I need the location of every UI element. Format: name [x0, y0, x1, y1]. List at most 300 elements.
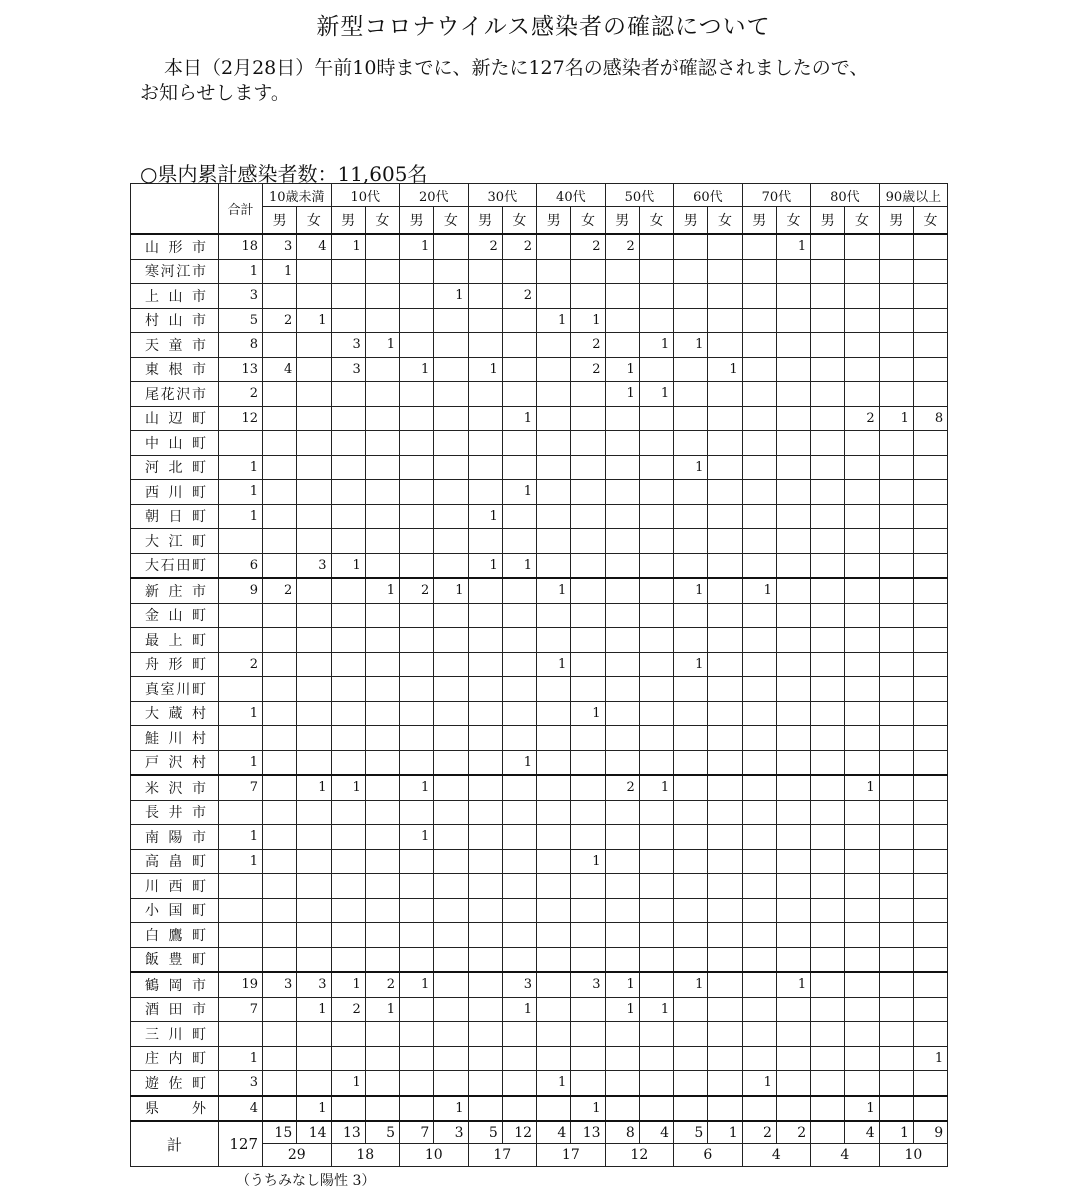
case-count-cell: 1: [776, 234, 810, 259]
case-count-cell: [605, 529, 639, 554]
case-count-cell: [639, 898, 673, 923]
case-count-cell: [708, 259, 742, 284]
case-count-cell: [742, 234, 776, 259]
case-count-cell: [297, 701, 331, 726]
municipality-name: 村山市: [131, 308, 219, 333]
case-count-cell: [605, 333, 639, 358]
case-count-cell: [365, 480, 399, 505]
case-count-cell: [502, 603, 536, 628]
case-count-cell: [708, 1022, 742, 1047]
row-total: [219, 628, 263, 653]
case-count-cell: [502, 923, 536, 948]
case-count-cell: [331, 431, 365, 456]
age-group-header: 90歳以上: [879, 184, 948, 207]
table-row: [131, 504, 948, 529]
case-count-cell: 1: [708, 357, 742, 382]
case-count-cell: 1: [571, 1096, 605, 1122]
case-count-cell: [845, 234, 879, 259]
table-row: [131, 800, 948, 825]
case-count-cell: [571, 504, 605, 529]
case-count-cell: 1: [639, 997, 673, 1022]
case-count-cell: [776, 825, 810, 850]
case-count-cell: [913, 455, 947, 480]
case-count-cell: [263, 726, 297, 751]
case-count-cell: [331, 701, 365, 726]
case-count-cell: [537, 701, 571, 726]
case-count-cell: [331, 1022, 365, 1047]
case-count-cell: [674, 1096, 708, 1122]
case-count-cell: [263, 333, 297, 358]
case-count-cell: [365, 308, 399, 333]
case-count-cell: [537, 455, 571, 480]
case-count-cell: [845, 284, 879, 309]
case-count-cell: [674, 874, 708, 899]
case-count-cell: [537, 1022, 571, 1047]
case-count-cell: [708, 234, 742, 259]
case-count-cell: [400, 1071, 434, 1096]
male-header: 男: [674, 207, 708, 235]
case-count-cell: [537, 849, 571, 874]
row-total: 4: [219, 1096, 263, 1122]
municipality-name: 山辺町: [131, 406, 219, 431]
case-count-cell: [263, 1096, 297, 1122]
case-count-cell: [811, 947, 845, 972]
case-count-cell: [297, 480, 331, 505]
case-count-cell: [502, 874, 536, 899]
case-count-cell: [605, 898, 639, 923]
table-row: [131, 480, 948, 505]
municipality-name: 山形市: [131, 234, 219, 259]
case-count-cell: [365, 504, 399, 529]
case-count-cell: [708, 923, 742, 948]
case-count-cell: [776, 874, 810, 899]
case-count-cell: [742, 775, 776, 800]
case-count-cell: [297, 825, 331, 850]
case-count-cell: [331, 480, 365, 505]
case-count-cell: [331, 849, 365, 874]
case-count-cell: [639, 652, 673, 677]
municipality-name: 長井市: [131, 800, 219, 825]
row-total: 1: [219, 750, 263, 775]
male-header: 男: [537, 207, 571, 235]
case-count-cell: [537, 997, 571, 1022]
case-count-cell: [502, 578, 536, 603]
case-count-cell: [468, 308, 502, 333]
table-row: [131, 529, 948, 554]
municipality-name: 庄内町: [131, 1046, 219, 1071]
case-count-cell: [297, 333, 331, 358]
case-count-cell: [639, 677, 673, 702]
case-count-cell: [365, 406, 399, 431]
case-count-cell: [263, 898, 297, 923]
case-count-cell: [468, 1096, 502, 1122]
case-count-cell: [297, 406, 331, 431]
case-count-cell: [297, 800, 331, 825]
case-count-cell: [811, 382, 845, 407]
case-count-cell: [365, 431, 399, 456]
total-by-age-cell: 17: [537, 1144, 606, 1167]
table-row: [131, 553, 948, 578]
row-total: 3: [219, 284, 263, 309]
case-count-cell: [776, 455, 810, 480]
case-count-cell: [913, 259, 947, 284]
case-count-cell: [297, 652, 331, 677]
case-count-cell: [434, 628, 468, 653]
case-count-cell: [811, 825, 845, 850]
case-count-cell: [674, 529, 708, 554]
total-by-age-cell: 29: [263, 1144, 332, 1167]
case-count-cell: [845, 333, 879, 358]
row-total: 2: [219, 382, 263, 407]
case-count-cell: [571, 553, 605, 578]
case-count-cell: [468, 849, 502, 874]
total-by-sex-cell: 8: [605, 1121, 639, 1144]
table-row: [131, 898, 948, 923]
age-group-header: 30代: [468, 184, 537, 207]
case-count-cell: [605, 1071, 639, 1096]
case-count-cell: [742, 259, 776, 284]
intro-line-1: 本日（2月28日）午前10時までに、新たに127名の感染者が確認されましたので、: [164, 57, 869, 79]
case-count-cell: [913, 529, 947, 554]
case-count-cell: [708, 406, 742, 431]
case-count-cell: 2: [605, 234, 639, 259]
case-count-cell: [434, 357, 468, 382]
case-count-cell: [776, 628, 810, 653]
case-count-cell: [605, 455, 639, 480]
case-count-cell: [845, 1071, 879, 1096]
case-count-cell: [434, 504, 468, 529]
case-count-cell: [434, 259, 468, 284]
case-count-cell: [434, 750, 468, 775]
case-count-cell: [708, 578, 742, 603]
case-count-cell: [913, 701, 947, 726]
case-count-cell: [913, 234, 947, 259]
case-count-cell: [297, 1046, 331, 1071]
case-count-cell: [913, 898, 947, 923]
case-count-cell: [811, 997, 845, 1022]
case-count-cell: [674, 628, 708, 653]
case-count-cell: [913, 677, 947, 702]
row-total: 8: [219, 333, 263, 358]
case-count-cell: [776, 431, 810, 456]
case-count-cell: [331, 628, 365, 653]
case-count-cell: [811, 972, 845, 997]
case-count-cell: [537, 1096, 571, 1122]
case-count-cell: 1: [537, 308, 571, 333]
case-count-cell: [879, 750, 913, 775]
case-count-cell: [879, 382, 913, 407]
case-count-cell: [297, 382, 331, 407]
case-count-cell: [468, 284, 502, 309]
case-count-cell: [639, 603, 673, 628]
case-count-cell: [742, 923, 776, 948]
case-count-cell: 1: [571, 849, 605, 874]
case-count-cell: [879, 800, 913, 825]
female-header: 女: [776, 207, 810, 235]
case-count-cell: [913, 431, 947, 456]
table-row: [131, 431, 948, 456]
case-count-cell: 3: [331, 357, 365, 382]
case-count-cell: [434, 529, 468, 554]
case-count-cell: [331, 259, 365, 284]
case-count-cell: [879, 825, 913, 850]
municipality-name: 舟形町: [131, 652, 219, 677]
case-count-cell: [571, 259, 605, 284]
case-count-cell: 1: [605, 972, 639, 997]
case-count-cell: 1: [674, 455, 708, 480]
case-count-cell: [297, 898, 331, 923]
case-count-cell: [913, 923, 947, 948]
case-count-cell: [571, 923, 605, 948]
case-count-cell: [365, 750, 399, 775]
row-total: 7: [219, 997, 263, 1022]
case-count-cell: 1: [331, 972, 365, 997]
case-count-cell: [674, 898, 708, 923]
municipality-name: 鶴岡市: [131, 972, 219, 997]
case-count-cell: [365, 455, 399, 480]
case-count-cell: [639, 849, 673, 874]
municipality-name: 戸沢村: [131, 750, 219, 775]
case-count-cell: [708, 800, 742, 825]
case-count-cell: 1: [742, 578, 776, 603]
case-count-cell: 2: [571, 333, 605, 358]
case-count-cell: [502, 308, 536, 333]
municipality-name: 高畠町: [131, 849, 219, 874]
case-count-cell: [331, 677, 365, 702]
case-count-cell: [708, 553, 742, 578]
case-count-cell: [297, 578, 331, 603]
case-count-cell: [400, 923, 434, 948]
case-count-cell: [811, 553, 845, 578]
table-row: [131, 874, 948, 899]
case-count-cell: 1: [571, 308, 605, 333]
case-count-cell: [605, 431, 639, 456]
case-count-cell: [913, 480, 947, 505]
case-count-cell: [913, 750, 947, 775]
case-count-cell: [263, 997, 297, 1022]
case-count-cell: [331, 1096, 365, 1122]
case-count-cell: [674, 603, 708, 628]
case-count-cell: [571, 1022, 605, 1047]
total-by-sex-cell: 15: [263, 1121, 297, 1144]
municipality-name: 天童市: [131, 333, 219, 358]
case-count-cell: [571, 455, 605, 480]
case-count-cell: [879, 308, 913, 333]
case-count-cell: 1: [502, 480, 536, 505]
case-count-cell: [605, 800, 639, 825]
case-count-cell: [879, 1022, 913, 1047]
case-count-cell: [605, 874, 639, 899]
case-count-cell: [879, 775, 913, 800]
page-title: 新型コロナウイルス感染者の確認について: [316, 14, 771, 40]
case-count-cell: [879, 652, 913, 677]
case-count-cell: [365, 603, 399, 628]
case-count-cell: [365, 1071, 399, 1096]
row-total: 1: [219, 480, 263, 505]
case-count-cell: [537, 529, 571, 554]
case-count-cell: [263, 874, 297, 899]
case-count-cell: [879, 1046, 913, 1071]
case-count-cell: [297, 677, 331, 702]
male-header: 男: [879, 207, 913, 235]
row-total: [219, 726, 263, 751]
row-total: [219, 800, 263, 825]
case-count-cell: [913, 652, 947, 677]
case-count-cell: [400, 382, 434, 407]
case-count-cell: [537, 825, 571, 850]
case-count-cell: [571, 874, 605, 899]
case-count-cell: [331, 726, 365, 751]
case-count-cell: [742, 1046, 776, 1071]
total-by-sex-cell: 12: [502, 1121, 536, 1144]
case-count-cell: [434, 308, 468, 333]
case-count-cell: [571, 431, 605, 456]
case-count-cell: [674, 431, 708, 456]
case-count-cell: [263, 480, 297, 505]
case-count-cell: [639, 825, 673, 850]
case-count-cell: [639, 750, 673, 775]
case-count-cell: [913, 800, 947, 825]
case-count-cell: [605, 825, 639, 850]
case-count-cell: [811, 652, 845, 677]
case-count-cell: [845, 603, 879, 628]
case-count-cell: [776, 406, 810, 431]
case-count-cell: [297, 529, 331, 554]
row-total: 19: [219, 972, 263, 997]
case-count-cell: [263, 701, 297, 726]
case-count-cell: [400, 553, 434, 578]
case-count-cell: [365, 284, 399, 309]
case-count-cell: [571, 284, 605, 309]
case-count-cell: [571, 726, 605, 751]
case-count-cell: [913, 825, 947, 850]
female-header: 女: [365, 207, 399, 235]
municipality-name: 南陽市: [131, 825, 219, 850]
case-count-cell: [776, 553, 810, 578]
case-count-cell: [365, 382, 399, 407]
case-count-cell: [571, 997, 605, 1022]
case-count-cell: [537, 874, 571, 899]
table-row: [131, 406, 948, 431]
municipality-name: 三川町: [131, 1022, 219, 1047]
table-row: [131, 947, 948, 972]
case-count-cell: [913, 874, 947, 899]
table-row: [131, 1022, 948, 1047]
row-total: 12: [219, 406, 263, 431]
case-count-cell: [502, 1046, 536, 1071]
case-count-cell: [571, 1071, 605, 1096]
case-count-cell: [468, 455, 502, 480]
case-count-cell: [674, 997, 708, 1022]
case-count-cell: [434, 603, 468, 628]
case-count-cell: [845, 677, 879, 702]
case-count-cell: [776, 333, 810, 358]
age-group-header-row: [131, 184, 948, 207]
case-count-cell: 1: [365, 997, 399, 1022]
table-row: [131, 284, 948, 309]
case-count-cell: [365, 1096, 399, 1122]
case-count-cell: [537, 775, 571, 800]
case-count-cell: [811, 874, 845, 899]
totals-by-sex-row: [131, 1121, 948, 1144]
case-count-cell: [879, 333, 913, 358]
case-count-cell: [468, 1022, 502, 1047]
case-count-cell: [400, 898, 434, 923]
case-count-cell: [400, 284, 434, 309]
case-count-cell: [879, 259, 913, 284]
case-count-cell: [468, 480, 502, 505]
case-count-cell: [400, 750, 434, 775]
case-count-cell: [605, 750, 639, 775]
case-count-cell: [639, 1071, 673, 1096]
case-count-cell: [776, 357, 810, 382]
case-count-cell: [639, 1046, 673, 1071]
table-row: [131, 603, 948, 628]
female-header: 女: [913, 207, 947, 235]
case-count-cell: [674, 775, 708, 800]
case-count-cell: [708, 898, 742, 923]
case-count-cell: [879, 997, 913, 1022]
case-count-cell: 1: [639, 333, 673, 358]
case-count-cell: [742, 849, 776, 874]
case-count-cell: [811, 504, 845, 529]
case-count-cell: [639, 578, 673, 603]
case-count-cell: [434, 677, 468, 702]
case-count-cell: 1: [297, 997, 331, 1022]
case-count-cell: 1: [297, 775, 331, 800]
case-count-cell: [537, 972, 571, 997]
female-header: 女: [708, 207, 742, 235]
case-count-cell: 1: [742, 1071, 776, 1096]
case-count-cell: [502, 825, 536, 850]
case-count-cell: [605, 947, 639, 972]
case-count-cell: [468, 997, 502, 1022]
cumulative-cases-summary: ○県内累計感染者数：11,605名: [140, 162, 428, 186]
case-count-cell: [468, 578, 502, 603]
table-row: [131, 652, 948, 677]
case-count-cell: [776, 480, 810, 505]
case-count-cell: [400, 308, 434, 333]
case-count-cell: [674, 825, 708, 850]
case-count-cell: [674, 382, 708, 407]
row-total: 5: [219, 308, 263, 333]
case-count-cell: [434, 701, 468, 726]
case-count-cell: [331, 504, 365, 529]
case-count-cell: [263, 406, 297, 431]
case-count-cell: [434, 652, 468, 677]
case-count-cell: 3: [571, 972, 605, 997]
case-count-cell: [845, 997, 879, 1022]
case-count-cell: [708, 1046, 742, 1071]
total-by-age-cell: 6: [674, 1144, 743, 1167]
case-count-cell: 1: [674, 652, 708, 677]
table-row: [131, 972, 948, 997]
case-count-cell: 2: [263, 308, 297, 333]
case-count-cell: [331, 529, 365, 554]
case-count-cell: [605, 504, 639, 529]
row-total: [219, 923, 263, 948]
row-total: 1: [219, 701, 263, 726]
case-count-cell: [365, 947, 399, 972]
case-count-cell: [879, 726, 913, 751]
case-count-cell: [639, 284, 673, 309]
total-by-sex-cell: 2: [742, 1121, 776, 1144]
case-count-cell: [708, 308, 742, 333]
case-count-cell: [537, 628, 571, 653]
case-count-cell: [434, 455, 468, 480]
case-count-cell: [742, 750, 776, 775]
case-count-cell: [776, 504, 810, 529]
